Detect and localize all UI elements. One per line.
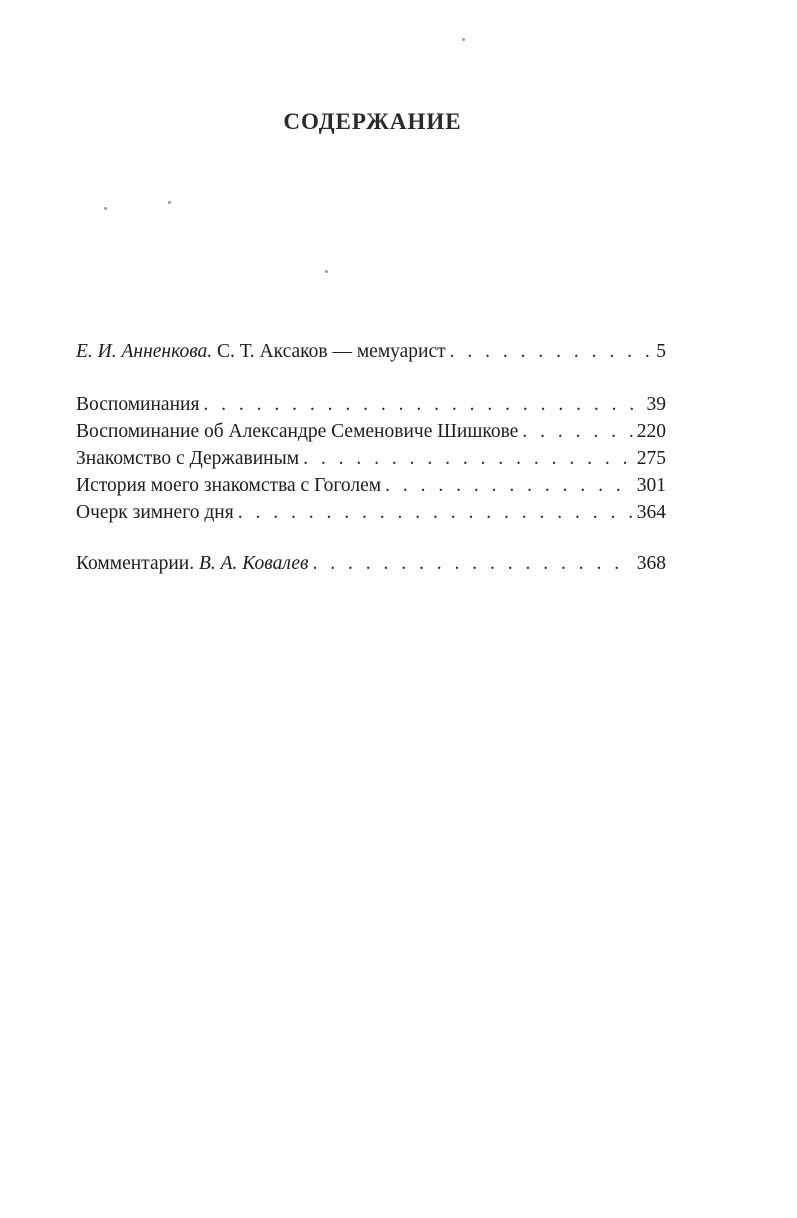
toc-entry-title: Очерк зимнего дня (76, 502, 234, 523)
toc-entry-title: История моего знакомства с Гоголем (76, 475, 382, 496)
table-of-contents (76, 338, 666, 577)
toc-entry-page: 301 (636, 475, 666, 496)
toc-entry-vospominaniya (76, 391, 666, 418)
toc-entry-page: 364 (636, 502, 666, 523)
toc-entry-page: 220 (636, 421, 666, 442)
toc-entry-page: 5 (656, 341, 666, 362)
toc-entry-gogol (76, 472, 666, 499)
paper-speck (104, 207, 107, 210)
paper-speck (168, 201, 171, 204)
toc-entry-title: Воспоминания (76, 394, 200, 415)
dot-leader (312, 550, 632, 577)
toc-entry-commentary (76, 550, 666, 577)
dot-leader (238, 499, 633, 526)
dot-leader (450, 338, 653, 365)
paper-speck (462, 38, 465, 41)
toc-entry-shishkov (76, 418, 666, 445)
toc-entry-title: Знакомство с Державиным (76, 448, 300, 469)
toc-entry-author: Е. И. Анненкова. (76, 341, 213, 362)
toc-entry-page: 39 (646, 394, 666, 415)
toc-entry-page: 275 (636, 448, 666, 469)
toc-entry-title: Воспоминание об Александре Семеновиче Шишкове (76, 421, 519, 442)
toc-entry-page: 368 (636, 553, 666, 574)
toc-entry-derzhavin (76, 445, 666, 472)
dot-leader (522, 418, 632, 445)
toc-entry-title: Комментарии. (76, 553, 199, 574)
contents-heading: СОДЕРЖАНИЕ (283, 109, 462, 135)
paper-speck (325, 270, 328, 273)
toc-entry-author: В. А. Ковалев (198, 553, 309, 574)
dot-leader (303, 445, 633, 472)
toc-entry-title: С. Т. Аксаков — мемуарист (212, 341, 446, 362)
toc-entry-intro (76, 338, 666, 365)
dot-leader (385, 472, 633, 499)
dot-leader (203, 391, 642, 418)
toc-entry-winter-day (76, 499, 666, 526)
